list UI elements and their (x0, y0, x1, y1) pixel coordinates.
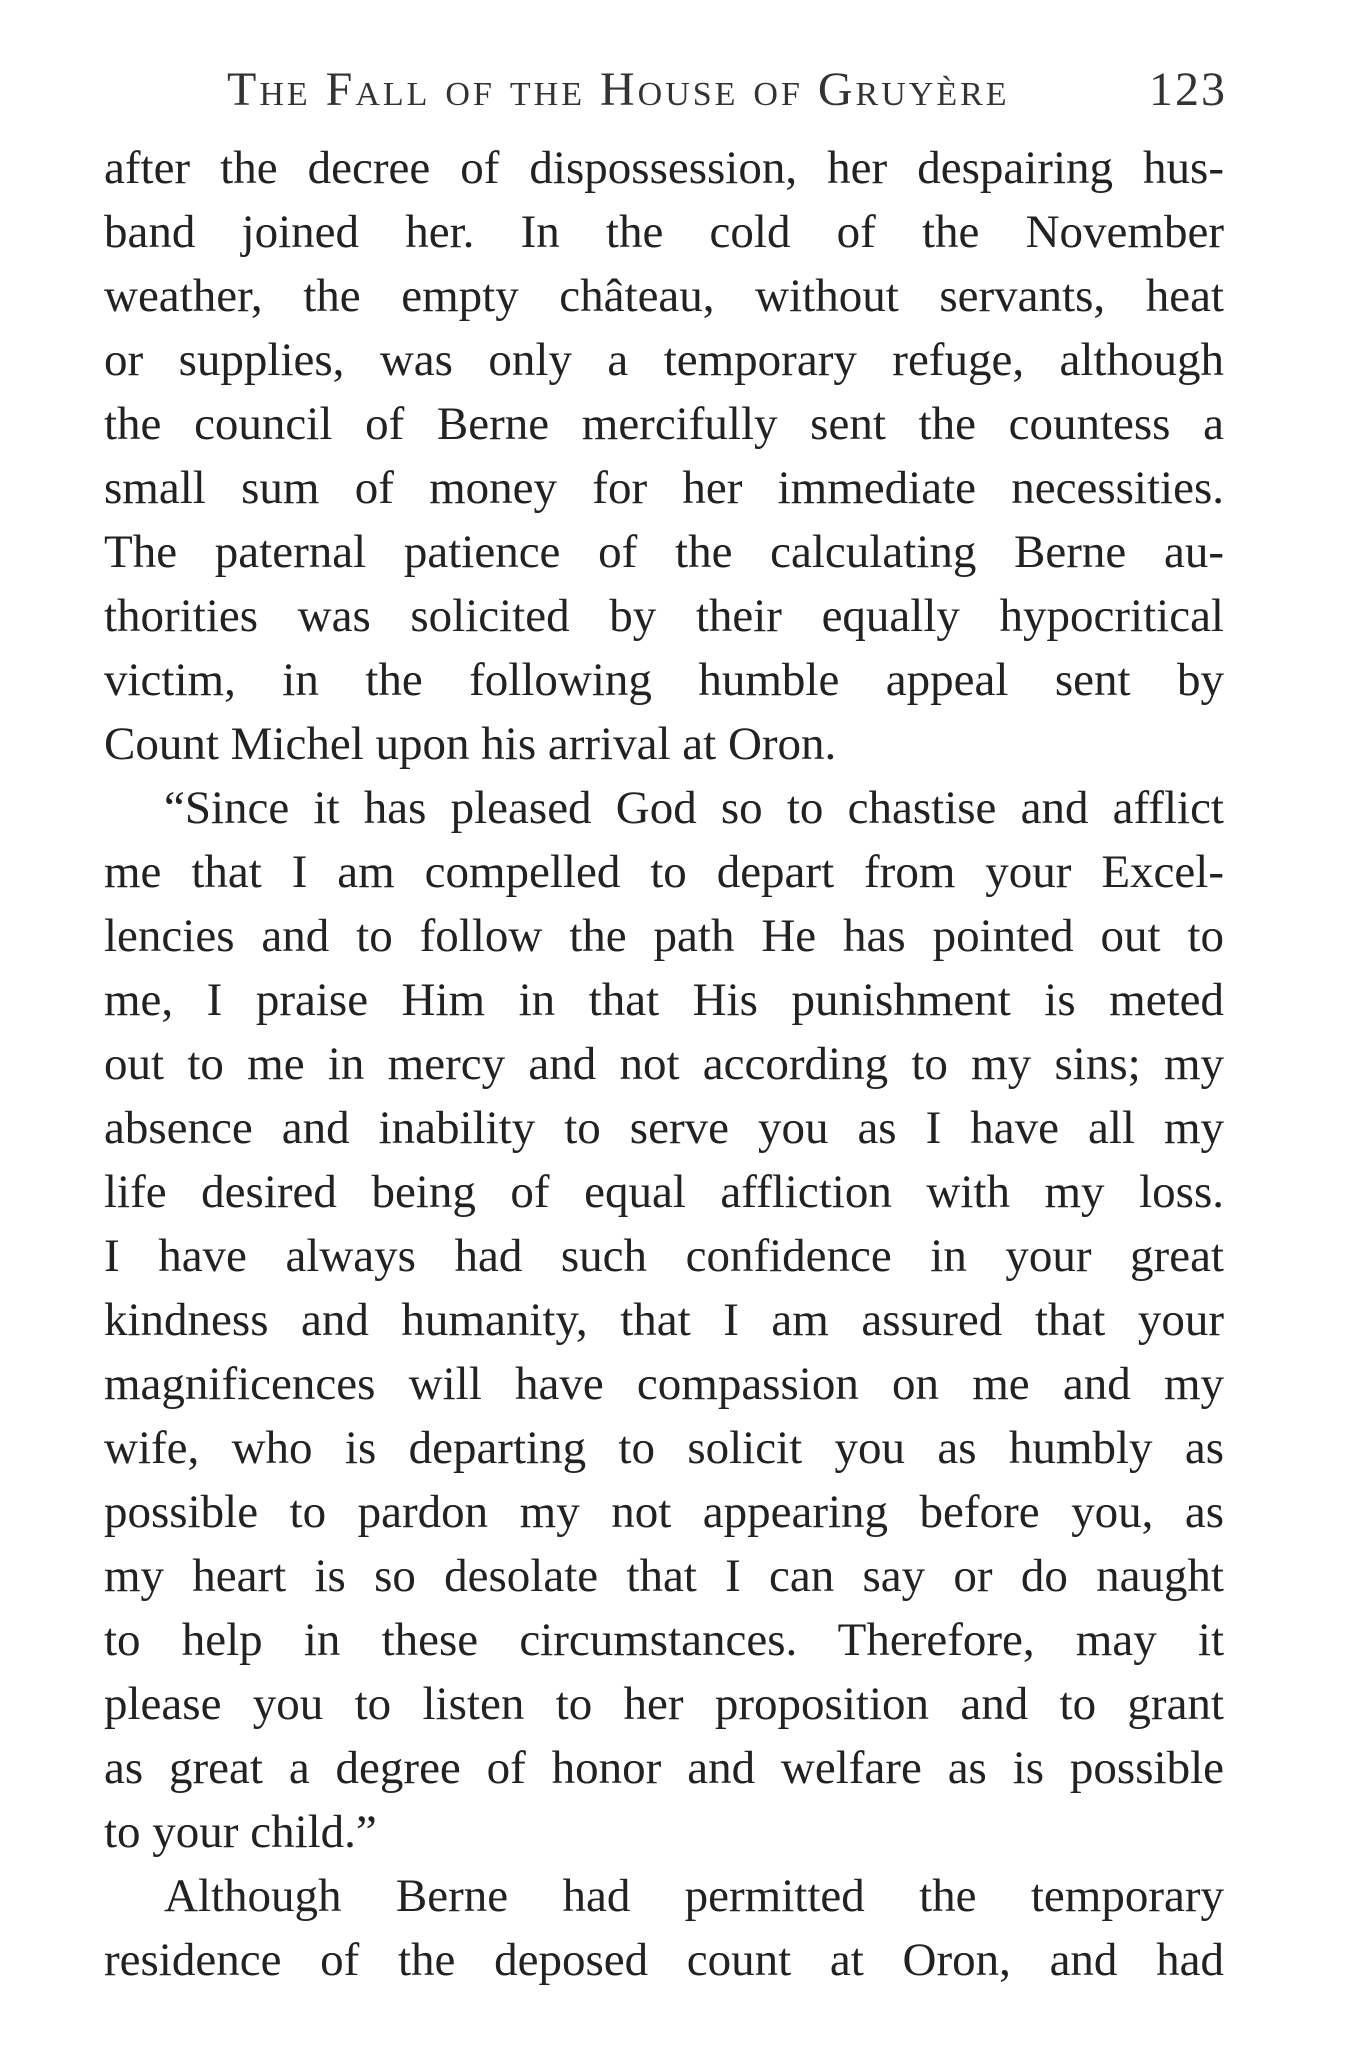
text-line: my heart is so desolate that I can say or do naught (104, 1550, 1224, 1602)
text-line: band joined her. In the cold of the November (104, 206, 1224, 258)
running-title: The Fall of the House of Gruyère (227, 63, 1010, 116)
text-line: or supplies, was only a temporary refuge, although (104, 334, 1224, 386)
running-head (227, 62, 1227, 132)
text-line: “Since it has pleased God so to chastise and afflict (164, 782, 1224, 834)
text-line: life desired being of equal affliction with my loss. (104, 1166, 1224, 1218)
text-line: wife, who is departing to solicit you as humbly as (104, 1422, 1224, 1474)
paragraph-2-quoted-letter (104, 776, 1224, 1864)
text-line: please you to listen to her proposition and to grant (104, 1678, 1224, 1730)
text-line: absence and inability to serve you as I have all my (104, 1102, 1224, 1154)
text-line: lencies and to follow the path He has pointed out to (104, 910, 1224, 962)
paragraph-3 (104, 1864, 1224, 1992)
text-line: weather, the empty château, without servants, heat (104, 270, 1224, 322)
text-line: victim, in the following humble appeal sent by (104, 654, 1224, 706)
text-line: Count Michel upon his arrival at Oron. (104, 718, 837, 770)
page-number: 123 (1149, 63, 1227, 116)
text-line: me, I praise Him in that His punishment is meted (104, 974, 1224, 1026)
text-line: magnificences will have compassion on me and my (104, 1358, 1224, 1410)
text-line: kindness and humanity, that I am assured that your (104, 1294, 1224, 1346)
text-line: after the decree of dispossession, her despairing hus- (104, 142, 1224, 194)
text-line: thorities was solicited by their equally hypocritical (104, 590, 1224, 642)
text-line: to help in these circumstances. Therefore, may it (104, 1614, 1224, 1666)
text-line: as great a degree of honor and welfare as is possible (104, 1742, 1224, 1794)
text-line: Although Berne had permitted the temporary (164, 1870, 1224, 1922)
body-text (104, 136, 1224, 1992)
text-line: I have always had such confidence in your great (104, 1230, 1224, 1282)
text-line: small sum of money for her immediate necessities. (104, 462, 1224, 514)
text-line: residence of the deposed count at Oron, and had (104, 1934, 1224, 1986)
text-line: possible to pardon my not appearing before you, as (104, 1486, 1224, 1538)
text-line: me that I am compelled to depart from your Excel- (104, 846, 1224, 898)
paragraph-1 (104, 136, 1224, 776)
text-line: the council of Berne mercifully sent the countess a (104, 398, 1224, 450)
text-line: to your child.” (104, 1806, 377, 1858)
text-line: The paternal patience of the calculating Berne au- (104, 526, 1224, 578)
text-line: out to me in mercy and not according to my sins; my (104, 1038, 1224, 1090)
